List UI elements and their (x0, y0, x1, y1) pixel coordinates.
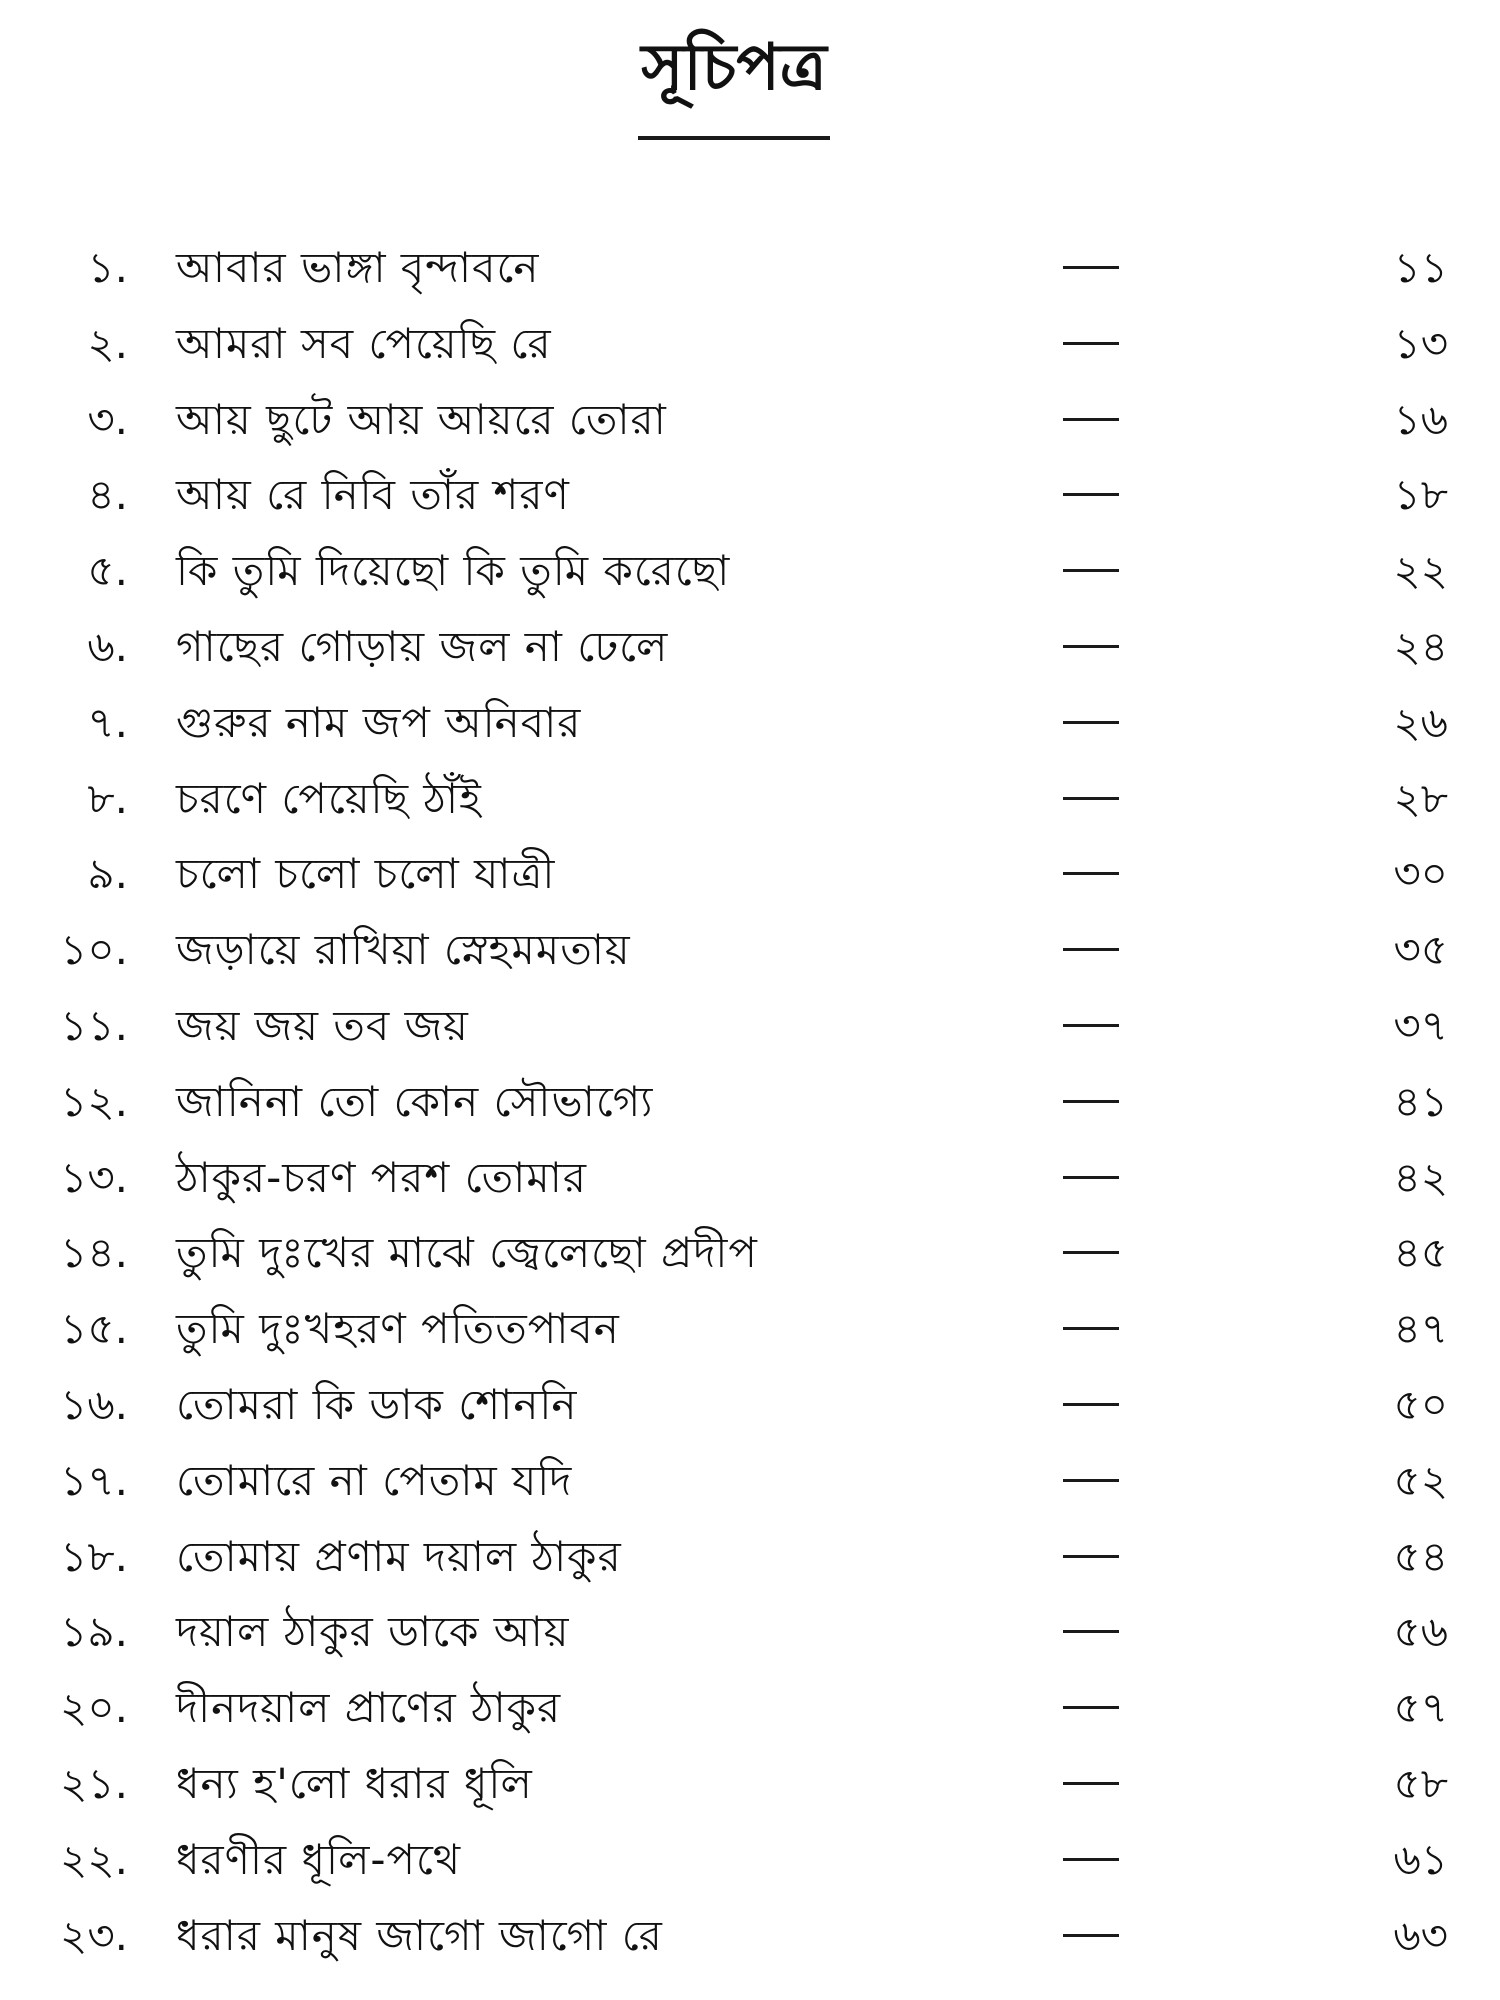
entry-dash (1063, 1934, 1119, 1937)
toc-entry (0, 533, 1500, 609)
entry-number: ১১. (60, 1000, 128, 1050)
toc-entry (0, 457, 1500, 533)
toc-entry (0, 306, 1500, 382)
entry-page-number: ৪৭ (1393, 1304, 1448, 1354)
entry-page-number: ৪২ (1393, 1152, 1448, 1202)
entry-number: ২৩. (60, 1910, 128, 1960)
toc-entry (0, 1291, 1500, 1367)
entry-dash (1063, 1327, 1119, 1330)
entry-title: চরণে পেয়েছি ঠাঁই (176, 773, 482, 823)
entry-title: ঠাকুর-চরণ পরশ তোমার (176, 1152, 587, 1202)
entry-title: জানিনা তো কোন সৌভাগ্যে (176, 1076, 654, 1126)
entry-number: ৯. (87, 849, 128, 899)
entry-title: আয় ছুটে আয় আয়রে তোরা (176, 394, 667, 444)
toc-entry (0, 1443, 1500, 1519)
entry-dash (1063, 1251, 1119, 1254)
toc-list (0, 230, 1500, 1973)
entry-page-number: ৫৪ (1393, 1531, 1448, 1581)
entry-title: জড়ায়ে রাখিয়া স্নেহমমতায় (176, 925, 631, 975)
entry-page-number: ২৪ (1393, 621, 1448, 671)
entry-dash (1063, 645, 1119, 648)
entry-page-number: ৪৫ (1393, 1228, 1448, 1278)
entry-dash (1063, 872, 1119, 875)
toc-entry (0, 761, 1500, 837)
entry-page-number: ১৩ (1393, 318, 1448, 368)
entry-number: ১৮. (60, 1531, 128, 1581)
toc-entry (0, 382, 1500, 458)
entry-dash (1063, 1782, 1119, 1785)
entry-number: ১৬. (60, 1379, 128, 1429)
entry-number: ২১. (60, 1758, 128, 1808)
entry-number: ১৪. (60, 1228, 128, 1278)
entry-dash (1063, 1555, 1119, 1558)
toc-entry (0, 1670, 1500, 1746)
entry-title: ধরণীর ধূলি-পথে (176, 1834, 462, 1884)
entry-number: ১০. (60, 925, 128, 975)
entry-title: আয় রে নিবি তাঁর শরণ (176, 470, 570, 520)
entry-title: গাছের গোড়ায় জল না ঢেলে (176, 621, 669, 671)
entry-number: ১৫. (60, 1304, 128, 1354)
entry-page-number: ৫০ (1393, 1379, 1448, 1429)
toc-entry (0, 1215, 1500, 1291)
entry-number: ২২. (60, 1834, 128, 1884)
entry-number: ৫. (87, 546, 128, 596)
toc-entry (0, 609, 1500, 685)
entry-page-number: ৬৩ (1393, 1910, 1448, 1960)
toc-entry (0, 1898, 1500, 1974)
entry-title: গুরুর নাম জপ অনিবার (176, 697, 582, 747)
entry-dash (1063, 1479, 1119, 1482)
entry-title: তোমরা কি ডাক শোননি (176, 1379, 578, 1429)
entry-dash (1063, 493, 1119, 496)
entry-dash (1063, 948, 1119, 951)
toc-entry (0, 1746, 1500, 1822)
entry-page-number: ৫৮ (1393, 1758, 1448, 1808)
entry-number: ১. (87, 243, 128, 292)
entry-page-number: ৪১ (1393, 1076, 1448, 1126)
entry-dash (1063, 266, 1119, 269)
entry-number: ৩. (87, 394, 128, 444)
entry-dash (1063, 418, 1119, 421)
toc-entry (0, 1367, 1500, 1443)
entry-title: ধরার মানুষ জাগো জাগো রে (176, 1910, 663, 1960)
toc-entry (0, 1519, 1500, 1595)
entry-title: চলো চলো চলো যাত্রী (176, 849, 556, 899)
toc-entry (0, 685, 1500, 761)
entry-page-number: ১১ (1393, 243, 1448, 292)
toc-entry (0, 1594, 1500, 1670)
entry-page-number: ১৬ (1393, 394, 1448, 444)
entry-number: ২০. (60, 1683, 128, 1733)
toc-entry (0, 912, 1500, 988)
entry-number: ১২. (60, 1076, 128, 1126)
entry-dash (1063, 569, 1119, 572)
toc-entry (0, 1140, 1500, 1216)
entry-page-number: ২২ (1393, 546, 1448, 596)
entry-dash (1063, 1858, 1119, 1861)
entry-dash (1063, 1176, 1119, 1179)
entry-dash (1063, 342, 1119, 345)
title-underline (638, 136, 830, 140)
entry-title: দয়াল ঠাকুর ডাকে আয় (176, 1607, 570, 1657)
entry-dash (1063, 797, 1119, 800)
entry-number: ১৩. (60, 1152, 128, 1202)
entry-number: ২. (87, 318, 128, 368)
entry-title: জয় জয় তব জয় (176, 1000, 469, 1050)
toc-entry (0, 988, 1500, 1064)
entry-number: ১৯. (60, 1607, 128, 1657)
entry-page-number: ২৮ (1393, 773, 1448, 823)
entry-title: তুমি দুঃখহরণ পতিতপাবন (176, 1304, 620, 1354)
entry-number: ৭. (87, 697, 128, 747)
entry-title: তোমারে না পেতাম যদি (176, 1455, 573, 1505)
entry-number: ৮. (87, 773, 128, 823)
entry-dash (1063, 1706, 1119, 1709)
entry-page-number: ২৬ (1393, 697, 1448, 747)
entry-page-number: ৬১ (1393, 1834, 1448, 1884)
toc-entry (0, 836, 1500, 912)
entry-page-number: ৩০ (1393, 849, 1448, 899)
entry-title: তুমি দুঃখের মাঝে জ্বেলেছো প্রদীপ (176, 1228, 758, 1278)
toc-entry (0, 1064, 1500, 1140)
entry-dash (1063, 1100, 1119, 1103)
entry-number: ৬. (87, 621, 128, 671)
entry-dash (1063, 1024, 1119, 1027)
entry-page-number: ৩৭ (1393, 1000, 1448, 1050)
entry-number: ৪. (87, 470, 128, 520)
entry-title: আবার ভাঙ্গা বৃন্দাবনে (176, 243, 540, 292)
entry-page-number: ৫২ (1393, 1455, 1448, 1505)
entry-title: কি তুমি দিয়েছো কি তুমি করেছো (176, 546, 731, 596)
entry-page-number: ৫৬ (1393, 1607, 1448, 1657)
entry-number: ১৭. (60, 1455, 128, 1505)
entry-title: ধন্য হ'লো ধরার ধূলি (176, 1758, 533, 1808)
entry-dash (1063, 721, 1119, 724)
entry-dash (1063, 1403, 1119, 1406)
page-title: সূচিপত্র (641, 31, 827, 105)
entry-title: দীনদয়াল প্রাণের ঠাকুর (176, 1683, 562, 1733)
entry-page-number: ১৮ (1393, 470, 1448, 520)
entry-page-number: ৫৭ (1393, 1683, 1448, 1733)
entry-dash (1063, 1630, 1119, 1633)
toc-entry (0, 230, 1500, 306)
entry-page-number: ৩৫ (1393, 925, 1448, 975)
toc-entry (0, 1822, 1500, 1898)
entry-title: আমরা সব পেয়েছি রে (176, 318, 552, 368)
entry-title: তোমায় প্রণাম দয়াল ঠাকুর (176, 1531, 622, 1581)
